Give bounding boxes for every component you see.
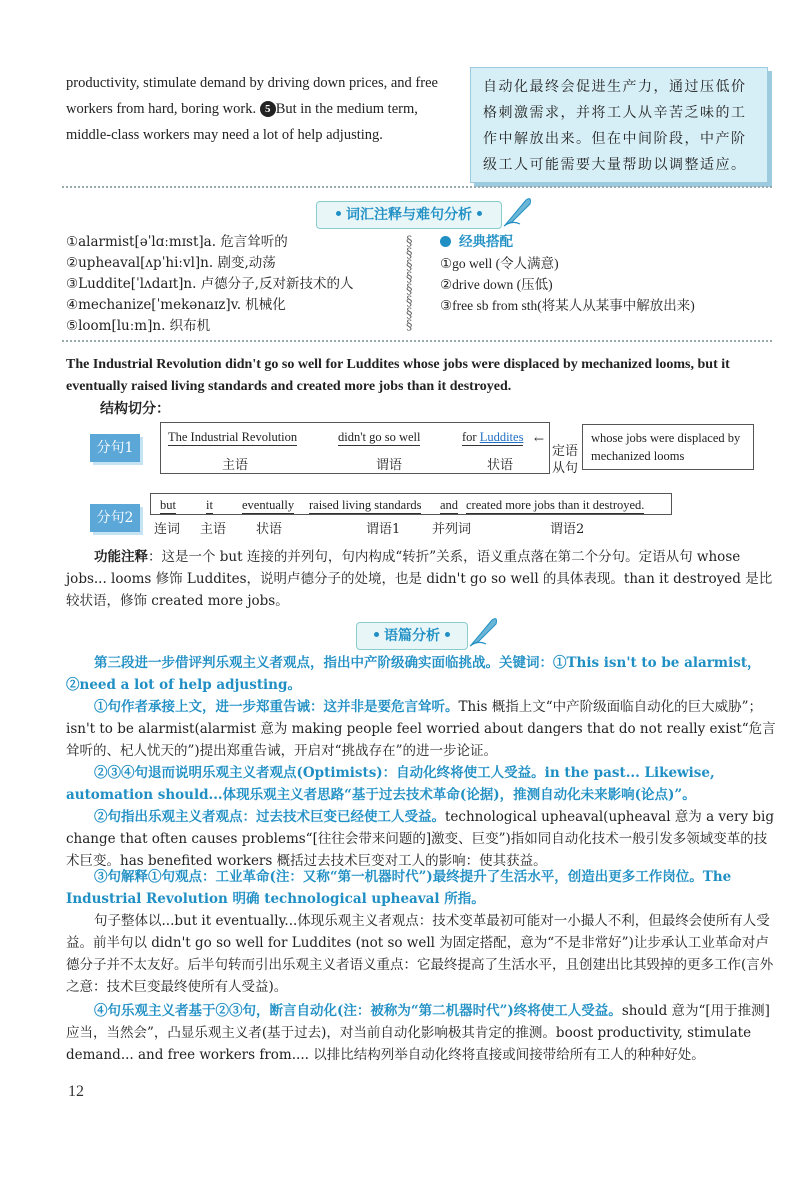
page-number: 12: [68, 1083, 84, 1100]
attr-clause-label: 定语从句: [552, 444, 579, 476]
clause-1-predicate-label: 谓语: [376, 458, 403, 473]
discourse-paragraph-1: 第三段进一步借评判乐观主义者观点，指出中产阶级确实面临挑战。关键词：①This isn't to be alarmist，②need a lot of help adjusting。: [66, 655, 761, 693]
vocab-section-title-text: 词汇注释与难句分析: [346, 207, 472, 223]
vocab-list: [66, 232, 386, 337]
collocation-list: [440, 232, 770, 316]
sentence-number-5: 5: [260, 101, 276, 117]
collocation-item: ①go well (令人满意): [440, 256, 559, 271]
vocab-item: ②upheaval[ʌpˈhiːvl]n. 剧变,动荡: [66, 255, 276, 271]
attr-clause-box: whose jobs were displaced by mechanized looms: [582, 424, 754, 470]
top-english-text-1: productivity, stimulate demand by driving down prices, and free workers from hard, boring work.: [66, 75, 438, 117]
collocation-item: ③free sb from sth(将某人从某事中解放出来): [440, 298, 695, 313]
vocab-item: ③Luddite[ˈlʌdaɪt]n. 卢德分子,反对新技术的人: [66, 276, 354, 292]
vocab-item: ④mechanize[ˈmekənaɪz]v. 机械化: [66, 297, 286, 313]
clause-2-subj-label: 主语: [200, 522, 227, 537]
clause-1-adverbial: for Luddites: [462, 430, 524, 444]
function-note: [66, 546, 776, 612]
divider-line: [62, 186, 772, 188]
clause-2-pred1-label: 谓语1: [366, 522, 401, 537]
clause-2-conj-label: 连词: [154, 522, 181, 537]
top-english-text-2: But in the medium term, middle-class workers may need a lot of help adjusting.: [66, 101, 418, 143]
discourse-paragraph-4: ②句指出乐观主义者观点：过去技术巨变已经使工人受益。technological upheaval(upheaval 意为 a very big change that often causes problems“[往往会带来问题的]激变、巨变”)指如同自动化技术一般引发多领域变革的技术巨变。has benefited workers 概括过去技术巨变对工人的影响：使其获益。: [66, 809, 775, 869]
translation-text: 自动化最终会促进生产力，通过压低价格刺激需求，并将工人从辛苦乏味的工作中解放出来。但在中间阶段，中产阶级工人可能需要大量帮助以调整适应。: [483, 79, 747, 173]
bullet-icon: [440, 236, 451, 247]
vocab-item: ①alarmist[əˈlɑːmɪst]a. 危言耸听的: [66, 234, 288, 250]
clause-2-subj: it: [206, 498, 213, 512]
discourse-paragraph-2: ①句作者承接上文，进一步郑重告诫：这并非是要危言耸听。This 概指上文“中产阶级面临自动化的巨大威胁”；isn't to be alarmist(alarmist 意为 making people feel worried about dangers that do not really exist“危言耸听的、杞人忧天的”)提出郑重告诫，开启对“挑战存在”的进一步论证。: [66, 699, 776, 759]
clause-2-and: and: [440, 498, 459, 512]
clause-1-subject-label: 主语: [222, 458, 249, 473]
clause-2-pred2-label: 谓语2: [550, 522, 585, 537]
quill-pen-icon: [502, 194, 534, 228]
discourse-paragraph-5: ③句解释①句观点：工业革命(注：又称“第一机器时代”)最终提升了生活水平，创造出更多工作岗位。The Industrial Revolution 明确 technological upheaval 所指。: [66, 869, 732, 907]
clause-1-subject: The Industrial Revolution: [168, 430, 298, 444]
clause-1-tag: 分句1: [90, 434, 140, 462]
discourse-section-title-text: 语篇分析: [384, 628, 440, 644]
collocation-heading: 经典搭配: [440, 232, 770, 253]
function-note-label: 功能注释: [94, 549, 148, 565]
clause-2-and-label: 并列词: [432, 522, 472, 537]
clause-2-conj: but: [160, 498, 176, 512]
divider-line: [62, 340, 772, 342]
luddites-link[interactable]: Luddites: [479, 430, 524, 444]
discourse-paragraph-3: ②③④句退而说明乐观主义者观点(Optimists)：自动化终将使工人受益。in the past... Likewise, automation should...体现乐观主义者思路“基于过去技术革命(论据)，推测自动化未来影响(论点)”。: [66, 765, 715, 803]
vocab-item: ⑤loom[luːm]n. 织布机: [66, 318, 211, 334]
discourse-section-title: [356, 622, 468, 650]
clause-1-adverbial-label: 状语: [487, 458, 514, 473]
structure-label: 结构切分：: [100, 401, 170, 417]
function-note-text: ：这是一个 but 连接的并列句，句内构成“转折”关系，语义重点落在第二个分句。定语从句 whose jobs... looms 修饰 Luddites，说明卢德分子的处境，也是 didn't go so well 的具体表现。than it destroyed 是比较状语，修饰 created more jobs。: [66, 549, 773, 609]
arrow-left-icon: ←: [534, 432, 545, 446]
collocation-item: ②drive down (压低): [440, 277, 553, 292]
discourse-paragraph-6: 句子整体以...but it eventually...体现乐观主义者观点：技术变革最初可能对一小撮人不利，但最终会使所有人受益。前半句以 didn't go so well for Luddites (not so well 为固定搭配，意为“不是非常好”)让步承认工业革命对卢德分子并不太友好。后半句转而引出乐观主义者语义重点：它最终提高了生活水平，且创建出比其毁掉的更多工作(言外之意：技术巨变最终使所有人受益)。: [66, 913, 774, 995]
top-english-paragraph: [66, 70, 466, 148]
key-sentence: The Industrial Revolution didn't go so well for Luddites whose jobs were displaced by mechanized looms, but it eventually raised living standards and created more jobs than it destroyed.: [66, 357, 730, 394]
squiggle-divider: § § § § § § § §: [406, 234, 413, 333]
vocab-section-title: [316, 201, 502, 229]
discourse-paragraph-7: ④句乐观主义者基于②③句，断言自动化(注：被称为“第二机器时代”)终将使工人受益。should 意为“[用于推测]应当，当然会”，凸显乐观主义者(基于过去)，对当前自动化影响极其肯定的推测。boost productivity, stimulate demand... and free workers from.... 以排比结构列举自动化终将直接或间接带给所有工人的种种好处。: [66, 1003, 770, 1063]
clause-2-adv: eventually: [242, 498, 295, 512]
clause-2-pred2: created more jobs than it destroyed.: [466, 498, 645, 512]
clause-1-predicate: didn't go so well: [338, 430, 421, 444]
clause-2-pred1: raised living standards: [309, 498, 422, 512]
quill-pen-icon: [468, 614, 500, 648]
translation-box: [470, 67, 768, 183]
clause-2-tag: 分句2: [90, 504, 140, 532]
clause-2-adv-label: 状语: [256, 522, 283, 537]
